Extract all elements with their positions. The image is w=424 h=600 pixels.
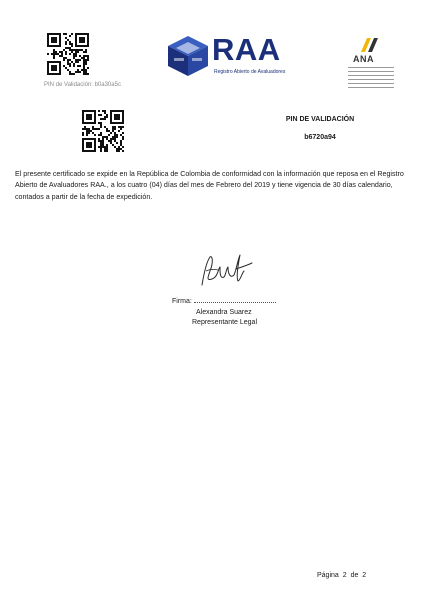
ana-fine-print-line	[348, 75, 394, 76]
signer-name: Alexandra Suarez	[196, 309, 252, 316]
ana-name: ANA	[353, 54, 374, 64]
signature-line	[172, 298, 276, 305]
ana-fine-print-line	[348, 87, 394, 88]
signer-role: Representante Legal	[192, 319, 257, 326]
ana-fine-print-line	[348, 83, 394, 84]
qr-code-icon	[47, 33, 89, 75]
signature-icon	[198, 251, 256, 291]
raa-brand-name: RAA	[212, 32, 281, 67]
raa-logo	[166, 31, 296, 81]
firma-label: Firma:	[172, 298, 192, 305]
ana-emblem-icon	[359, 37, 381, 53]
firma-underline	[194, 302, 276, 303]
ana-fine-print-line	[348, 71, 394, 72]
ana-logo	[346, 36, 398, 92]
certificate-body-text: El presente certificado se expide en la República de Colombia de conformidad con la información que reposa en el Registro Abierto de Avaluadores RAA., a los cuatro (04) días del mes de Febrero del 2019 y tiene vigencia de 30 días calendario, contados a partir de la fecha de expedición.	[15, 170, 404, 201]
pin-label: PIN DE VALIDACIÓN	[285, 116, 355, 123]
pin-top-text: PIN de Validación: b0a30a5c	[44, 82, 121, 88]
page-number: Página 2 de 2	[317, 572, 367, 579]
ana-fine-print-line	[348, 67, 394, 68]
qr-code-icon	[82, 110, 124, 152]
raa-brand-subtitle: Registro Abierto de Avaluadores	[214, 69, 286, 75]
pin-value: b6720a94	[304, 134, 336, 141]
ana-fine-print-line	[348, 79, 394, 80]
raa-cube-icon	[166, 34, 210, 78]
